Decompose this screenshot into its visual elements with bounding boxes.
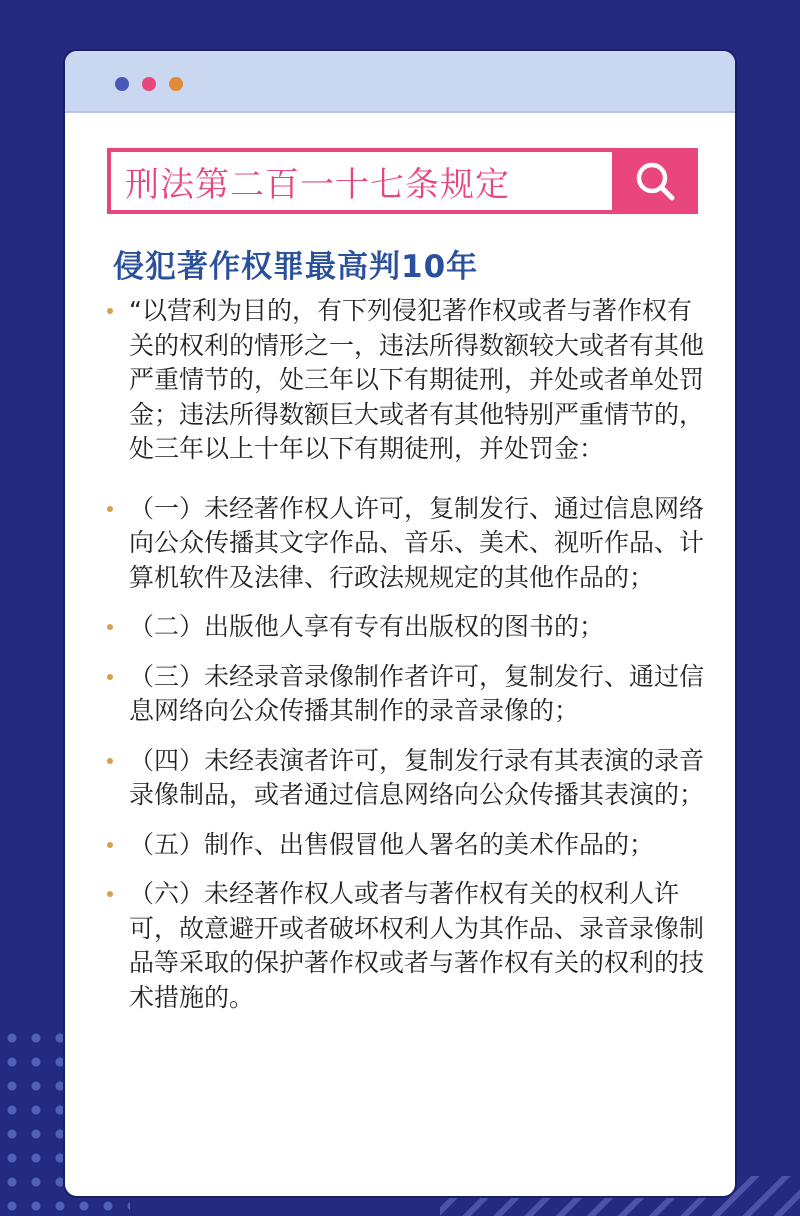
search-button[interactable]: [612, 148, 698, 214]
window-titlebar: [65, 51, 735, 113]
list-item: （三）未经录音录像制作者许可，复制发行、通过信息网络向公众传播其制作的录音录像的；: [107, 660, 707, 729]
window-dot-pink-icon: [142, 77, 156, 91]
search-bar: [107, 148, 698, 214]
list-item: （四）未经表演者许可，复制发行录有其表演的录音录像制品，或者通过信息网络向公众传播其表演的；: [107, 744, 707, 813]
list-item: （五）制作、出售假冒他人署名的美术作品的；: [107, 828, 707, 863]
list-item: （六）未经著作权人或者与著作权有关的权利人许可，故意避开或者破坏权利人为其作品、录音录像制品等采取的保护著作权或者与著作权有关的权利的技术措施的。: [107, 877, 707, 1015]
list-item: （二）出版他人享有专有出版权的图书的；: [107, 610, 707, 645]
page-title: 侵犯著作权罪最高判10年: [113, 249, 479, 285]
list-item: “以营利为目的，有下列侵犯著作权或者与著作权有关的权利的情形之一，违法所得数额较大或者有其他严重情节的，处三年以下有期徒刑，并处或者单处罚金；违法所得数额巨大或者有其他特别严重情节的，处三年以上十年以下有期徒刑，并处罚金：: [107, 294, 707, 467]
window-dot-blue-icon: [115, 77, 129, 91]
list-item: （一）未经著作权人许可，复制发行、通过信息网络向公众传播其文字作品、音乐、美术、视听作品、计算机软件及法律、行政法规规定的其他作品的；: [107, 492, 707, 596]
search-icon: [633, 159, 677, 203]
browser-window: [63, 49, 737, 1198]
window-dot-orange-icon: [169, 77, 183, 91]
search-input[interactable]: 刑法第二百一十七条规定: [107, 148, 612, 214]
article-list: [107, 294, 707, 1030]
